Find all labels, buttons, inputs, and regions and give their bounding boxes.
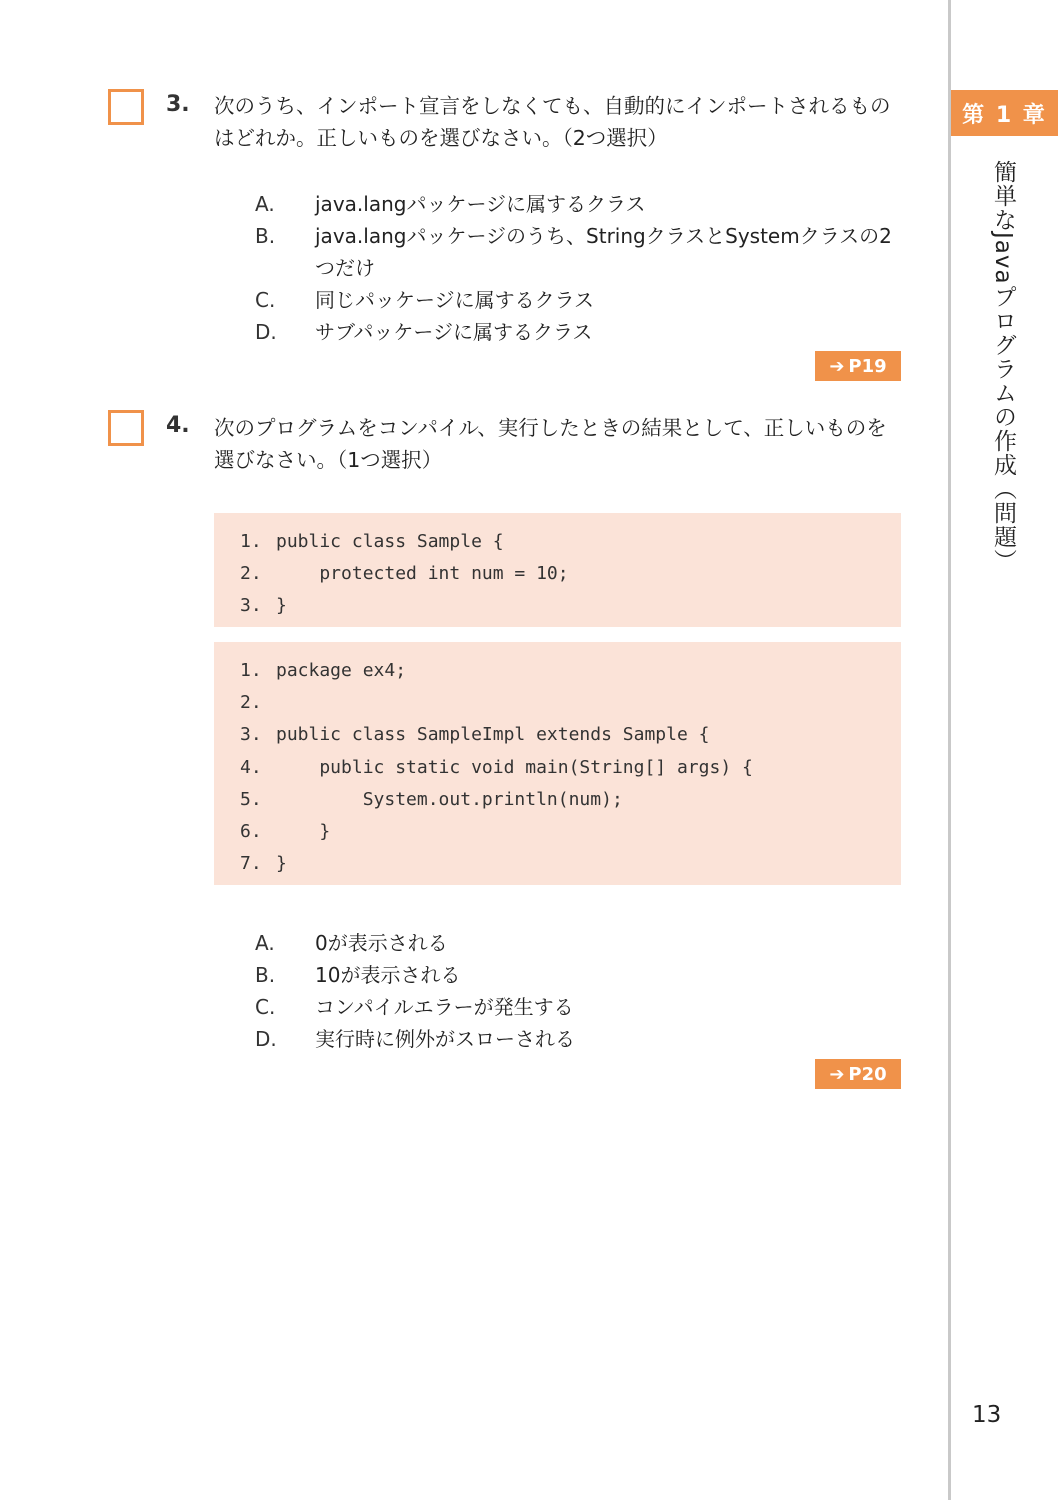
code-block-sample bbox=[214, 513, 901, 627]
line-number: 4. bbox=[240, 756, 262, 778]
q4-text: 次のプログラムをコンパイル、実行したときの結果として、正しいものを選びなさい。（1つ選択） bbox=[214, 416, 887, 472]
q4-number: 4. bbox=[166, 413, 190, 438]
q3-answer-link[interactable] bbox=[815, 351, 901, 381]
code-line bbox=[240, 686, 901, 718]
choice-text: java.langパッケージに属するクラス bbox=[315, 192, 646, 216]
line-number: 6. bbox=[240, 821, 262, 843]
q3-number: 3. bbox=[166, 92, 190, 117]
choice-letter: C. bbox=[255, 995, 276, 1019]
code-line bbox=[240, 783, 901, 815]
code-line bbox=[240, 654, 901, 686]
q4-choice-b[interactable] bbox=[255, 959, 905, 991]
arrow-right-icon: ➔ bbox=[829, 355, 845, 377]
q3-choice-b[interactable] bbox=[255, 220, 905, 284]
q3-text: 次のうち、インポート宣言をしなくても、自動的にインポートされるものはどれか。正しいものを選びなさい。（2つ選択） bbox=[214, 94, 891, 150]
q3-choices bbox=[255, 188, 905, 348]
answer-page-label: P20 bbox=[848, 1063, 887, 1085]
choice-text: サブパッケージに属するクラス bbox=[315, 320, 593, 344]
code-text: package ex4; bbox=[276, 659, 407, 681]
choice-letter: D. bbox=[255, 320, 277, 344]
q4-choice-d[interactable] bbox=[255, 1023, 905, 1055]
code-text: } bbox=[276, 853, 287, 875]
code-text: System.out.println(num); bbox=[276, 788, 623, 810]
page-number: 13 bbox=[972, 1402, 1002, 1428]
line-number: 2. bbox=[240, 691, 262, 713]
choice-letter: A. bbox=[255, 931, 275, 955]
code-text: public class Sample { bbox=[276, 530, 504, 552]
choice-letter: A. bbox=[255, 192, 275, 216]
q4-checkbox[interactable] bbox=[108, 410, 144, 446]
q3-checkbox[interactable] bbox=[108, 89, 144, 125]
choice-text: 同じパッケージに属するクラス bbox=[315, 288, 594, 312]
code-text: protected int num = 10; bbox=[276, 562, 569, 584]
line-number: 1. bbox=[240, 659, 262, 681]
choice-text: 0が表示される bbox=[315, 931, 448, 955]
code-line bbox=[240, 751, 901, 783]
code-line bbox=[240, 525, 901, 557]
choice-text: コンパイルエラーが発生する bbox=[315, 995, 574, 1019]
choice-text: 実行時に例外がスローされる bbox=[315, 1027, 575, 1051]
arrow-right-icon: ➔ bbox=[829, 1063, 845, 1085]
choice-letter: B. bbox=[255, 224, 276, 248]
line-number: 1. bbox=[240, 530, 262, 552]
code-line bbox=[240, 719, 901, 751]
q3-choice-d[interactable] bbox=[255, 316, 905, 348]
answer-page-label: P19 bbox=[848, 355, 887, 377]
code-line bbox=[240, 557, 901, 589]
code-text: public static void main(String[] args) { bbox=[276, 756, 753, 778]
q4-choices bbox=[255, 927, 905, 1055]
q3-choice-a[interactable] bbox=[255, 188, 905, 220]
code-text: } bbox=[276, 821, 331, 843]
line-number: 5. bbox=[240, 788, 262, 810]
code-text: } bbox=[276, 595, 287, 617]
choice-text: 10が表示される bbox=[315, 963, 461, 987]
line-number: 3. bbox=[240, 595, 262, 617]
choice-letter: B. bbox=[255, 963, 276, 987]
q3-choice-c[interactable] bbox=[255, 284, 905, 316]
chapter-title: 簡単なJavaプログラムの作成（問題） bbox=[990, 160, 1016, 573]
code-line bbox=[240, 815, 901, 847]
line-number: 3. bbox=[240, 724, 262, 746]
choice-letter: D. bbox=[255, 1027, 277, 1051]
choice-letter: C. bbox=[255, 288, 276, 312]
line-number: 2. bbox=[240, 562, 262, 584]
code-text: public class SampleImpl extends Sample { bbox=[276, 724, 710, 746]
code-block-sampleimpl bbox=[214, 642, 901, 885]
q4-choice-a[interactable] bbox=[255, 927, 905, 959]
q4-choice-c[interactable] bbox=[255, 991, 905, 1023]
code-line bbox=[240, 590, 901, 622]
chapter-tab: 第 1 章 bbox=[951, 90, 1058, 136]
code-line bbox=[240, 848, 901, 880]
q4-answer-link[interactable] bbox=[815, 1059, 901, 1089]
line-number: 7. bbox=[240, 853, 262, 875]
side-divider bbox=[948, 0, 951, 1500]
choice-text: java.langパッケージのうち、StringクラスとSystemクラスの2つだけ bbox=[315, 224, 892, 280]
